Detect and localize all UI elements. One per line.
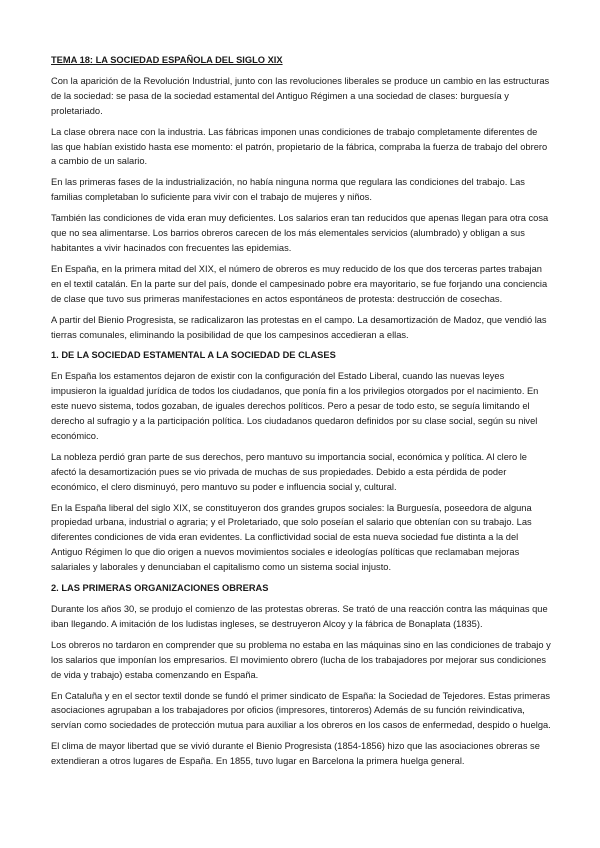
- document-title: TEMA 18: LA SOCIEDAD ESPAÑOLA DEL SIGLO XIX: [51, 55, 283, 65]
- section-heading-2: 2. LAS PRIMERAS ORGANIZACIONES OBRERAS: [51, 583, 269, 594]
- section-heading-1: 1. DE LA SOCIEDAD ESTAMENTAL A LA SOCIEDAD DE CLASES: [51, 350, 336, 361]
- intro-paragraph: Con la aparición de la Revolución Industrial, junto con las revoluciones liberales se produce un cambio en las estructuras de la sociedad: se pasa de la sociedad estamental del Antiguo Régimen a una sociedad de clases: burguesía y proletariado.: [51, 75, 550, 116]
- intro-paragraph: En las primeras fases de la industrialización, no había ninguna norma que regulara las condiciones del trabajo. Las familias completaban lo suficiente para vivir con el trabajo de mujeres y niños.: [51, 177, 525, 203]
- section-2-paragraph: El clima de mayor libertad que se vivió durante el Bienio Progresista (1854-1856) hizo que las asociaciones obreras se extendieran a otros lugares de España. En 1855, tuvo lugar en Barcelona la primera huelga general.: [51, 741, 540, 767]
- intro-paragraph: En España, en la primera mitad del XIX, el número de obreros es muy reducido de los que dos terceras partes trabajan en el textil catalán. En la parte sur del país, donde el campesinado pobre era mayoritario, se fue forjando una conciencia de clase que tuvo sus primeras manifestaciones en actos espontáneos de protesta: destrucción de cosechas.: [51, 263, 548, 304]
- intro-paragraph: La clase obrera nace con la industria. Las fábricas imponen unas condiciones de trabajo completamente diferentes de las que habían existido hasta ese momento: el patrón, propietario de la fábrica, compraba la fuerza de trabajo del obrero a cambio de un salario.: [51, 126, 548, 167]
- section-2-paragraph: En Cataluña y en el sector textil donde se fundó el primer sindicato de España: la Sociedad de Tejedores. Estas primeras asociaciones agrupaban a los trabajadores por oficios (impresores, tintoreros) Además de su función reivindicativa, servían como sociedades de protección mutua para auxiliar a los obreros en los casos de enfermedad, despido o huelga.: [51, 690, 551, 731]
- section-1-paragraph: En la España liberal del siglo XIX, se constituyeron dos grandes grupos sociales: la Burguesía, poseedora de alguna propiedad urbana, industrial o agraria; y el Proletariado, que solo poseían el salario que obtenían con su trabajo. Las diferentes condiciones de vida eran evidentes. La conflictividad social de esta nueva sociedad fue distinta a la del Antiguo Régimen lo que dio origen a nuevos movimientos sociales e ideologías políticas que reclamaban mejoras salariales y laborales y denunciaban el capitalismo como un sistema social injusto.: [51, 502, 532, 573]
- section-2-paragraph: Durante los años 30, se produjo el comienzo de las protestas obreras. Se trató de una reacción contra las máquinas que iban llegando. A imitación de los ludistas ingleses, se destruyeron Alcoy y la fábrica de Bonaplata (1835).: [51, 604, 548, 629]
- intro-paragraph: A partir del Bienio Progresista, se radicalizaron las protestas en el campo. La desamortización de Madoz, que vendió las tierras comunales, eliminando la posibilidad de que los campesinos accedieran a ellas.: [51, 314, 547, 340]
- section-1-paragraph: En España los estamentos dejaron de existir con la configuración del Estado Liberal, cuando las nuevas leyes impusieron la igualdad jurídica de todos los ciudadanos, que ponía fin a los privilegios otorgados por el nacimiento. En este nuevo sistema, todos gozaban, de iguales derechos políticos. Pero a pesar de todo esto, se seguía limitando el derecho al sufragio y a la participación política. Los ciudadanos quedaron definidos por su clase social, según su nivel económico.: [51, 371, 539, 441]
- section-2-paragraph: Los obreros no tardaron en comprender que su problema no estaba en las máquinas sino en las condiciones de trabajo y los salarios que imponían los empresarios. El movimiento obrero (lucha de los trabajadores por mejorar sus condiciones de vida y trabajo) estaba comenzando en España.: [51, 639, 551, 680]
- section-1-paragraph: La nobleza perdió gran parte de sus derechos, pero mantuvo su importancia social, económica y política. Al clero le afectó la desamortización pues se vio privada de muchas de sus propiedades. Debido a esta pérdida de poder económico, el clero disminuyó, pero mantuvo su poder e influencia social y, cultural.: [51, 451, 527, 492]
- document-body: [51, 53, 551, 775]
- intro-paragraph: También las condiciones de vida eran muy deficientes. Los salarios eran tan reducidos que apenas llegan para otra cosa que no sea alimentarse. Los barrios obreros carecen de los más elementales servicios (alumbrado) y obligan a sus habitantes a vivir hacinados con frecuentes las epidemias.: [51, 213, 549, 253]
